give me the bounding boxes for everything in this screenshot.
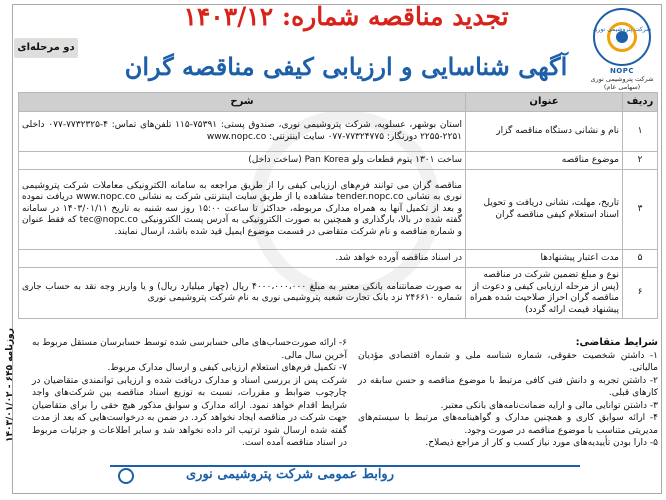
row-number: ۵ — [623, 250, 658, 268]
tender-subtitle: آگهی شناسایی و ارزیابی کیفی مناقصه گران — [124, 52, 568, 81]
conditions-heading: شرایط متقاضی: — [575, 337, 658, 348]
company-logo — [588, 8, 656, 96]
row-description: در اسناد مناقصه آورده خواهد شد. — [19, 250, 466, 268]
table-row — [19, 170, 658, 250]
logo-abbreviation: NOPC — [609, 67, 635, 75]
public-relations-icon — [118, 468, 134, 484]
table-row — [19, 152, 658, 170]
logo-caption-line2: (سهامی عام) — [603, 83, 641, 91]
condition-item: ۱- داشتن شخصیت حقوقی، شماره شناسه ملی و شماره اقتصادی مؤدیان مالیاتی. — [358, 350, 658, 373]
conditions-section — [32, 337, 658, 449]
stage-badge: دو مرحله‌ای — [14, 38, 78, 58]
row-number: ۳ — [623, 170, 658, 250]
side-note — [0, 300, 24, 480]
row-description: مناقصه گران می توانند فرم‌های ارزیابی کیفی را از طریق مراجعه به سامانه الکترونیکی معاملات شرکت پتروشیمی نوری به نشانی tender.nopc.co مشاهده یا از طریق سایت اینترنتی شرکت به نشانی www.nopc.co دریافت نموده و بعد از تکمیل آنها به همراه مدارک مربوطه، حداکثر تا ساعت ۱۵:۰۰ روز سه شنبه به تاریخ ۱۴۰۳/۰۱/۱۱ در سامانه گفته شده در بالا، بارگذاری و همچنین به صورت الکترونیکی به آدرس پست الکترونیکی tec@nopc.co که فقط عنوان و شماره مناقصه و نام شرکت متقاضی در قسمت موضوع ایمیل قید شده باشد، ارسال نمایند. — [19, 170, 466, 250]
logo-caption-line1: شرکت پتروشیمی نوری — [590, 75, 654, 83]
condition-item: ۶- ارائه صورت‌حساب‌های مالی حسابرسی شده توسط حسابرسان مستقل مربوط به آخرین سال مالی. — [32, 338, 347, 361]
row-title: مدت اعتبار پیشنهادها — [466, 250, 623, 268]
side-note-text: روزنامه ۶۴۵ - ۱۴۰۳/۰۱/۰۲ — [5, 328, 15, 442]
row-description: به صورت ضمانتنامه بانکی معتبر به مبلغ ۴۰۰۰،۰۰۰،۰۰۰ ریال (چهار میلیارد ریال) و یا واریز وجه نقد به حساب جاری شماره ۲۴۶۶۱۰ نزد بانک تجارت شعبه پتروشیمی نوری به نام شرکت پتروشیمی نوری — [19, 268, 466, 319]
row-title: تاریخ، مهلت، نشانی دریافت و تحویل اسناد استعلام کیفی مناقصه گران — [466, 170, 623, 250]
logo-emblem-icon — [593, 8, 651, 66]
row-number: ۲ — [623, 152, 658, 170]
table-row — [19, 250, 658, 268]
footer-signature: روابط عمومی شرکت پتروشیمی نوری — [186, 467, 394, 482]
logo-ring-text: شرکت پتروشیمی نوری — [592, 26, 652, 33]
condition-item: ۲- داشتن تجربه و دانش فنی کافی مرتبط با موضوع مناقصه و حسن سابقه در کارهای قبلی. — [358, 375, 658, 398]
table-row — [19, 112, 658, 152]
row-number: ۱ — [623, 112, 658, 152]
table-header-row — [19, 93, 658, 112]
row-title: نوع و مبلغ تضمین شرکت در مناقصه (پس از مرحله ارزیابی کیفی و دعوت از مناقصه گران احراز صلاحیت شده همراه پیشنهاد قیمت ارائه گردد) — [466, 268, 623, 319]
conditions-right-column — [358, 337, 658, 450]
conditions-left-column — [32, 337, 347, 450]
header-description: شرح — [19, 93, 466, 112]
header-row-number: ردیف — [623, 93, 658, 112]
tender-details-table — [18, 92, 658, 319]
row-description: ساخت ۱۳۰۱ پتوم قطعات ولو Pan Korea (ساخت داخل) — [19, 152, 466, 170]
condition-note: شرکت پس از بررسی اسناد و مدارک دریافت شده و ارزیابی توانمندی متقاضیان در چارچوب ضوابط و مقررات، نسبت به توزیع اسناد مناقصه بین شرکت‌های واجد شرایط اقدام خواهد نمود. ارائه مدارک و سوابق مذکور هیچ حقی را برای متقاضیان جهت شرکت در مناقصه ایجاد نخواهد کرد. در ضمن به درخواست‌هایی که بعد از مدت گفته شده ارسال شود ترتیب اثر داده نخواهد شد و سایر اطلاعات و جزئیات مربوط در اسناد مناقصه آمده است. — [32, 375, 347, 448]
tender-title: تجدید مناقصه شماره: ۱۴۰۳/۱۲ — [183, 2, 509, 31]
row-number: ۶ — [623, 268, 658, 319]
condition-item: ۵- دارا بودن تأییدیه‌های مورد نیاز کسب و کار از مراجع ذیصلاح. — [425, 438, 658, 448]
row-title: نام و نشانی دستگاه مناقصه گزار — [466, 112, 623, 152]
condition-item: ۴- ارائه سوابق کاری و همچنین مدارک و گواهینامه‌های مرتبط با سیستم‌های مدیریتی متناسب با موضوع مناقصه در صورت وجود. — [358, 413, 658, 436]
table-row — [19, 268, 658, 319]
header-title: عنوان — [466, 93, 623, 112]
row-description: استان بوشهر، عسلویه، شرکت پتروشیمی نوری، صندوق پستی: ۷۵۳۹۱-۱۱۵ تلفن‌های تماس: ۴-۷۷۳۲۳۲۵-۰۷۷ داخلی ۲۲۵۱-۲۲۵۵ دورنگار: ۷۷۳۲۴۷۷۵-۰۷۷ سایت اینترنتی: www.nopc.co — [19, 112, 466, 152]
condition-item: ۷- تکمیل فرم‌های استعلام ارزیابی کیفی و ارسال مدارک مربوط. — [107, 363, 347, 373]
row-title: موضوع مناقصه — [466, 152, 623, 170]
condition-item: ۳- داشتن توانایی مالی و ارایه ضمانت‌نامه‌های بانکی معتبر. — [440, 400, 658, 411]
